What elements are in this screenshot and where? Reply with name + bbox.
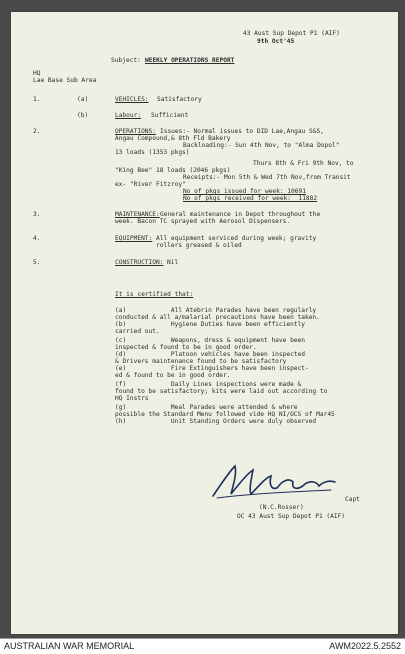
area-line: Lae Base Sub Area [33, 77, 97, 84]
labour-label: Labour: [115, 112, 142, 119]
certified-line: (d) Platoon vehicles have been inspected [115, 351, 305, 358]
vehicles-label: VEHICLES: [115, 96, 149, 103]
operations-label: OPERATIONS: [115, 128, 156, 135]
construction-label: CONSTRUCTION: [115, 259, 164, 266]
operations-line: Thurs 8th & Fri 9th Nov, to [253, 160, 354, 167]
signatory-rank: Capt [345, 496, 360, 503]
item-number-3: 3. [33, 211, 41, 218]
certified-line: & Drivers maintenance found to be satisfactory [115, 358, 287, 365]
certified-line: (h) Unit Standing Orders were duly observed [115, 418, 317, 425]
operations-line: Issues:- Normal issues to DID Lae,Angau S&S, [160, 128, 324, 135]
certified-line: (a) All Atebrin Parades have been regularly [115, 307, 317, 314]
archive-name: AUSTRALIAN WAR MEMORIAL [4, 641, 135, 651]
maintenance-line: General maintenance in Depot throughout the [160, 211, 321, 218]
equipment-label: EQUIPMENT: [115, 235, 153, 242]
equipment-line: rollers greased & oiled [156, 242, 242, 249]
subject-label: Subject: [111, 57, 141, 64]
handwritten-signature [207, 460, 347, 502]
certified-line: carried out. [115, 328, 160, 335]
certified-line: possible the Standard Menu followed vide HQ NI/OCS of Mar45 [115, 411, 335, 418]
document-page [11, 12, 398, 634]
certified-line: ed & found to be in good order. [115, 372, 231, 379]
equipment-line: All equipment serviced during week; gravity [156, 235, 317, 242]
operations-line: 13 loads (1353 pkgs) [115, 149, 190, 156]
catalogue-number: AWM2022.5.2552 [329, 641, 401, 651]
operations-line: Backloading:- Sun 4th Nov, to "Alma Dopol" [183, 142, 340, 149]
signatory-position: OC 43 Aust Sup Depot P1 (AIF) [237, 513, 346, 520]
packages-issued: No of pkgs issued for week: 10691 [183, 188, 306, 195]
vehicles-value: Satisfactory [157, 96, 202, 103]
certified-line: found to be satisfactory; kits were laid out according to [115, 388, 328, 395]
certified-line: HQ Instrs [115, 395, 149, 402]
certified-line: inspected & found to be in good order. [115, 344, 257, 351]
construction-value: Nil [167, 259, 179, 266]
unit-heading: 43 Aust Sup Depot P1 (AIF) [243, 30, 340, 37]
maintenance-line: week. Bacon TC sprayed with Aerosol Dispensers. [115, 218, 291, 225]
certified-line: (b) Hygiene Duties have been efficiently [115, 321, 305, 328]
certified-line: (g) Meal Parades were attended & where [115, 404, 298, 411]
item-number-1: 1. [33, 96, 41, 103]
item-number-4: 4. [33, 235, 41, 242]
certified-line: (c) Weapons, dress & equipment have been [115, 337, 305, 344]
labour-value: Sufficient [151, 112, 189, 119]
certified-heading: It is certified that: [115, 291, 194, 298]
operations-line: Receipts:- Mon 5th & Wed 7th Nov,from Transit [183, 174, 351, 181]
certified-line: (f) Daily Lines inspections were made & [115, 381, 302, 388]
item-number-5: 5. [33, 259, 41, 266]
hq-line: HQ [33, 70, 41, 77]
operations-line: ex- "River Fitzroy" [115, 181, 186, 188]
item-letter-b: (b) [77, 112, 89, 119]
maintenance-label: MAINTENANCE: [115, 211, 160, 218]
subject-title: WEEKLY OPERATIONS REPORT [145, 57, 235, 64]
archive-footer [0, 638, 405, 654]
signatory-name: (N.C.Rosser) [259, 504, 304, 511]
item-number-2: 2. [33, 128, 41, 135]
item-letter-a: (a) [77, 96, 89, 103]
operations-line: Angau Compound,& 8th Fld Bakery [115, 135, 231, 142]
operations-line: "King Bee" 18 loads (2046 pkgs) [115, 167, 231, 174]
packages-received: No of pkgs received for week: 11882 [183, 195, 318, 202]
certified-line: conducted & all a/malarial precautions have been taken. [115, 314, 320, 321]
report-date: 9th Oct'45 [257, 38, 295, 45]
certified-line: (e) Fire Extinguishers have been inspect- [115, 365, 309, 372]
